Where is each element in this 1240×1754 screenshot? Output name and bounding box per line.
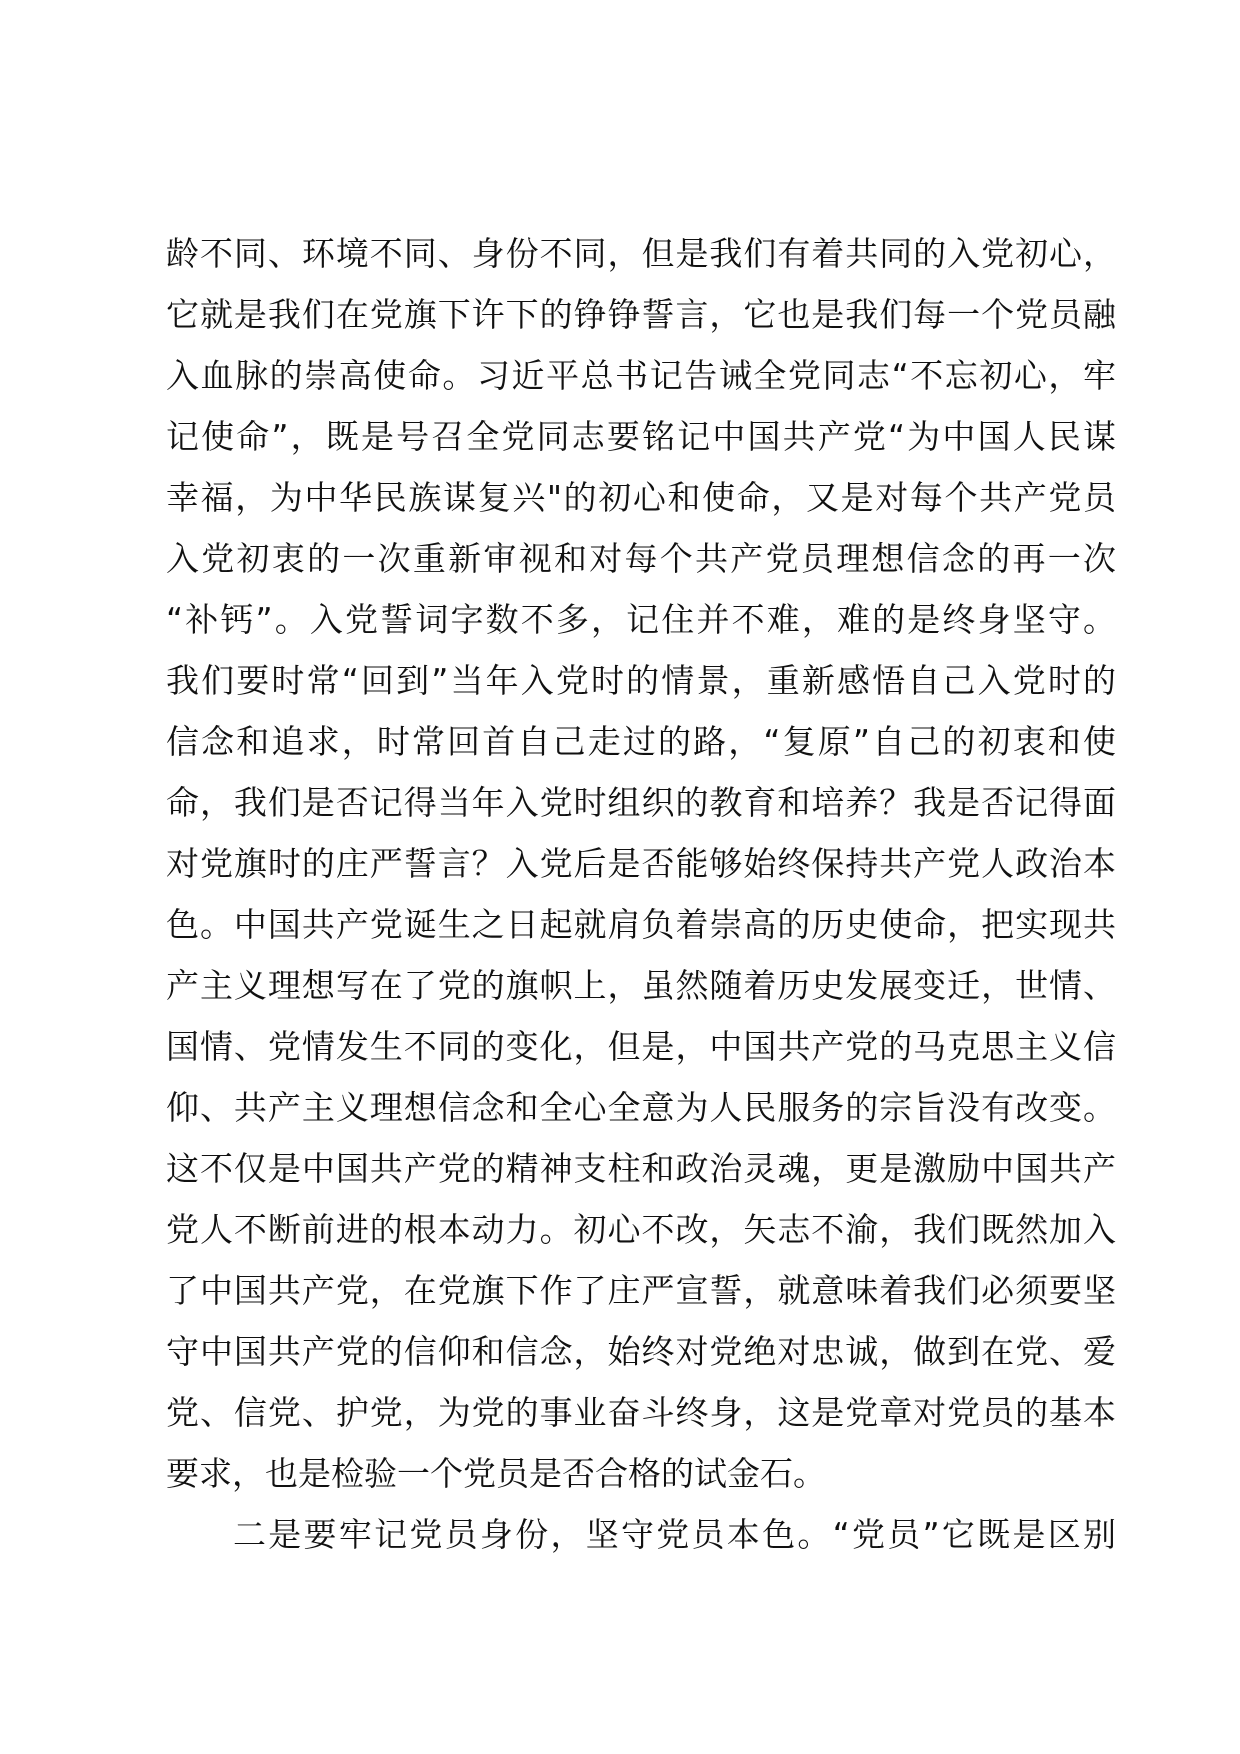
text-line-14: 国情、党情发生不同的变化，但是，中国共产党的马克思主义信: [166, 1027, 1116, 1066]
text-line-21: 要求，也是检验一个党员是否合格的试金石。: [166, 1454, 826, 1493]
text-line-11: 对党旗时的庄严誓言？入党后是否能够始终保持共产党人政治本: [166, 844, 1116, 883]
text-line-15: 仰、共产主义理想信念和全心全意为人民服务的宗旨没有改变。: [166, 1088, 1116, 1127]
text-line-4: 记使命”，既是号召全党同志要铭记中国共产党“为中国人民谋: [166, 417, 1116, 456]
text-line-16: 这不仅是中国共产党的精神支柱和政治灵魂，更是激励中国共产: [166, 1149, 1116, 1188]
text-line-19: 守中国共产党的信仰和信念，始终对党绝对忠诚，做到在党、爱: [166, 1332, 1116, 1371]
paragraph-start-line: 二是要牢记党员身份，坚守党员本色。“党员”它既是区别: [233, 1515, 1116, 1554]
text-line-3: 入血脉的崇高使命。习近平总书记告诫全党同志“不忘初心，牢: [166, 356, 1116, 395]
text-line-1: 龄不同、环境不同、身份不同，但是我们有着共同的入党初心，: [166, 234, 1116, 273]
text-line-10: 命，我们是否记得当年入党时组织的教育和培养？我是否记得面: [166, 783, 1116, 822]
text-line-5: 幸福，为中华民族谋复兴"的初心和使命，又是对每个共产党员: [166, 478, 1116, 517]
body-text: [166, 223, 1116, 1565]
text-line-12: 色。中国共产党诞生之日起就肩负着崇高的历史使命，把实现共: [166, 905, 1116, 944]
text-line-2: 它就是我们在党旗下许下的铮铮誓言，它也是我们每一个党员融: [166, 295, 1116, 334]
text-line-13: 产主义理想写在了党的旗帜上，虽然随着历史发展变迁，世情、: [166, 966, 1116, 1005]
text-line-9: 信念和追求，时常回首自己走过的路，“复原”自己的初衷和使: [166, 722, 1116, 761]
text-line-20: 党、信党、护党，为党的事业奋斗终身，这是党章对党员的基本: [166, 1393, 1116, 1432]
text-line-17: 党人不断前进的根本动力。初心不改，矢志不渝，我们既然加入: [166, 1210, 1116, 1249]
text-line-7: “补钙”。入党誓词字数不多，记住并不难，难的是终身坚守。: [166, 600, 1116, 639]
text-line-8: 我们要时常“回到”当年入党时的情景，重新感悟自己入党时的: [166, 661, 1116, 700]
text-line-6: 入党初衷的一次重新审视和对每个共产党员理想信念的再一次: [166, 539, 1116, 578]
text-line-18: 了中国共产党，在党旗下作了庄严宣誓，就意味着我们必须要坚: [166, 1271, 1116, 1310]
